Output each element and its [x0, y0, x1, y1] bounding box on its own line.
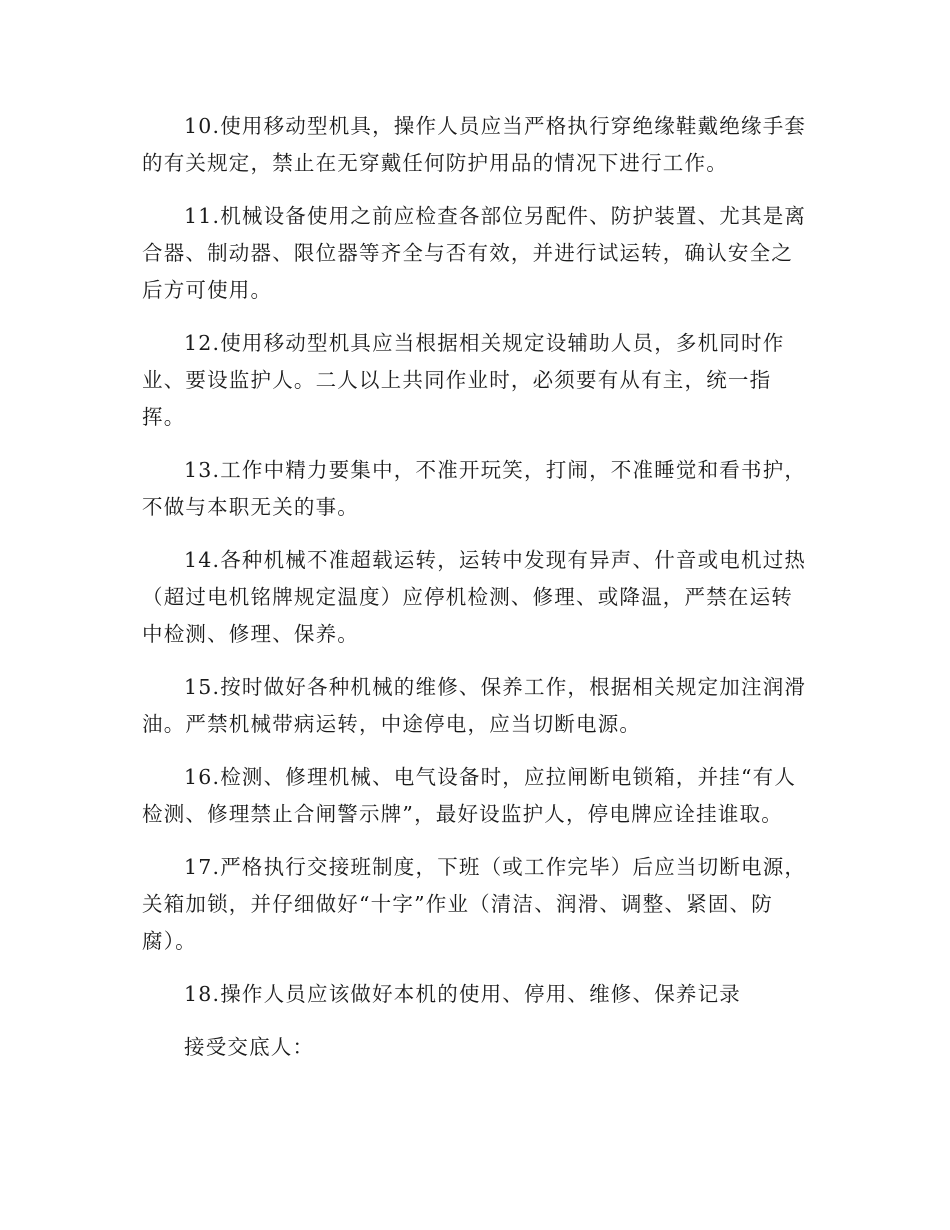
document-page	[142, 108, 808, 1082]
paragraph-15: 15.按时做好各种机械的维修、保养工作，根据相关规定加注润滑 油。严禁机械带病运转，中途停电，应当切断电源。	[142, 675, 807, 736]
paragraph-10: 10.使用移动型机具，操作人员应当严格执行穿绝缘鞋戴绝缘手套 的有关规定，禁止在无穿戴任何防护用品的情况下进行工作。	[142, 114, 807, 175]
paragraph-18: 18.操作人员应该做好本机的使用、停用、维修、保养记录	[184, 982, 742, 1006]
paragraph-14: 14.各种机械不准超载运转，运转中发现有异声、什音或电机过热 （超过电机铭牌规定温度）应停机检测、修理、或降温，严禁在运转 中检测、修理、保养。	[142, 548, 807, 646]
signature-label: 接受交底人：	[184, 1035, 315, 1059]
paragraph-12: 12.使用移动型机具应当根据相关规定设辅助人员，多机同时作 业、要设监护人。二人以上共同作业时，必须要有从有主，统一指 挥。	[142, 331, 785, 429]
paragraph-17: 17.严格执行交接班制度，下班（或工作完毕）后应当切断电源， 关箱加锁，并仔细做好“十字”作业（清洁、润滑、调整、紧固、防 腐）。	[142, 855, 807, 953]
paragraph-11: 11.机械设备使用之前应检查各部位另配件、防护装置、尤其是离 合器、制动器、限位器等齐全与否有效，并进行试运转，确认安全之 后方可使用。	[142, 204, 807, 302]
paragraph-16: 16.检测、修理机械、电气设备时，应拉闸断电锁箱，并挂“有人 检测、修理禁止合闸警示牌”，最好设监护人，停电牌应诠挂谁取。	[142, 765, 797, 826]
paragraph-13: 13.工作中精力要集中，不准开玩笑，打闹，不准睡觉和看书护， 不做与本职无关的事。	[142, 458, 807, 519]
